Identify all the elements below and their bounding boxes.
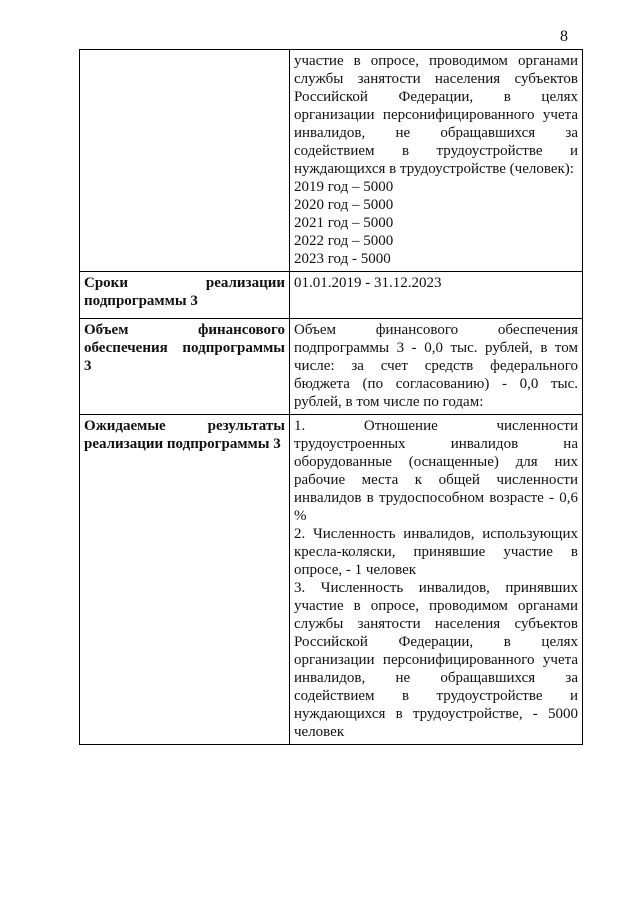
- row-label-implementation-period: Сроки реализации подпрограммы 3: [80, 272, 290, 319]
- value-year-2021: 2021 год – 5000: [294, 215, 394, 231]
- result-item-1: 1. Отношение численности трудоустроенных инвалидов на оборудованные (оснащенные) для них рабочие места к общей численности инвалидов в трудоспособном возрасте - 0,6 %: [294, 418, 578, 524]
- subprogram-passport-table: [79, 49, 583, 745]
- value-year-2023: 2023 год - 5000: [294, 251, 391, 267]
- row-label-empty: [80, 50, 290, 272]
- value-text: участие в опросе, проводимом органами службы занятости населения субъектов Российской Федерации, в целях организации персонифицированного учета инвалидов, не обращавшихся за содействием в трудоустройстве и нуждающихся в трудоустройстве (человек):: [294, 53, 578, 177]
- row-value-expected-results: [290, 415, 583, 745]
- table-row: [80, 415, 583, 745]
- table-row: [80, 272, 583, 319]
- row-value-financing-volume: [290, 319, 583, 415]
- value-text: Объем финансового обеспечения подпрограммы 3 - 0,0 тыс. рублей, в том числе: за счет средств федерального бюджета (по согласованию) - 0,0 тыс. рублей, в том числе по годам:: [294, 322, 578, 410]
- page-number: 8: [560, 28, 568, 45]
- result-item-2: 2. Численность инвалидов, использующих кресла-коляски, принявшие участие в опросе, - 1 человек: [294, 526, 578, 578]
- row-label-expected-results: Ожидаемые результаты реализации подпрограммы 3: [80, 415, 290, 745]
- result-item-3: 3. Численность инвалидов, принявших участие в опросе, проводимом органами службы занятости населения субъектов Российской Федерации, в целях организации персонифицированного учета инвалидов, не обращавшихся за содействием в трудоустройстве и нуждающихся в трудоустройстве, - 5000 человек: [294, 580, 578, 740]
- value-text: 01.01.2019 - 31.12.2023: [294, 275, 442, 291]
- row-value-survey-participants: [290, 50, 583, 272]
- value-year-2020: 2020 год – 5000: [294, 197, 394, 213]
- value-year-2019: 2019 год – 5000: [294, 179, 394, 195]
- value-year-2022: 2022 год – 5000: [294, 233, 394, 249]
- row-value-implementation-period: [290, 272, 583, 319]
- table-row: [80, 50, 583, 272]
- table-row: [80, 319, 583, 415]
- row-label-financing-volume: Объем финансового обеспечения подпрограммы 3: [80, 319, 290, 415]
